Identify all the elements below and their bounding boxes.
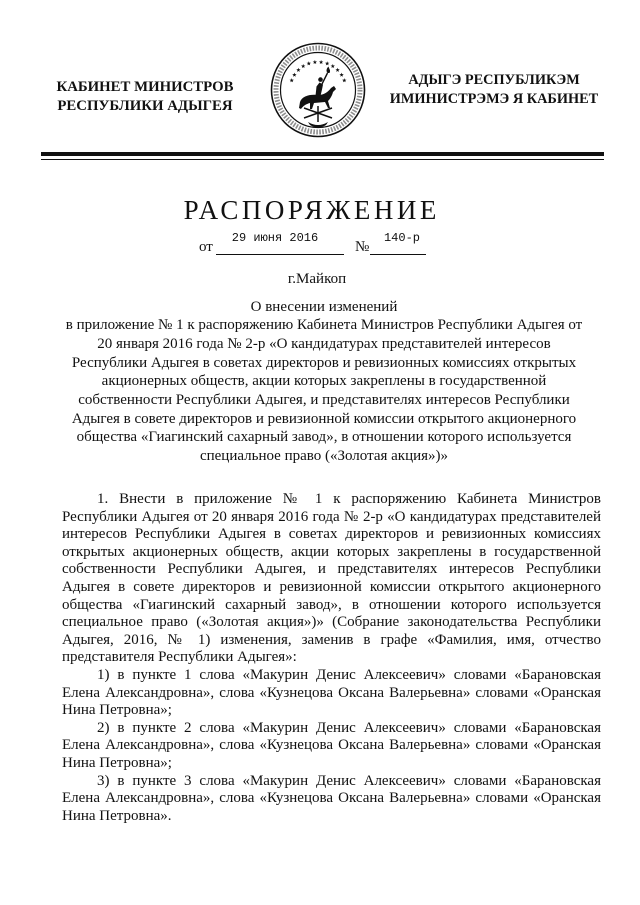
body-line: Елена Александровна», слова «Кузнецова Оксана Валерьевна» словами «Оранская xyxy=(62,684,601,701)
amendment-item-2 xyxy=(62,720,601,773)
issuer-name-line: ИМИНИСТРЭМЭ Я КАБИНЕТ xyxy=(389,90,599,107)
main-clause xyxy=(62,491,601,667)
amendment-item-1 xyxy=(62,667,601,720)
subject-line: акционерных обществ, акции которых закреплены в государственной xyxy=(101,373,547,390)
document-subject xyxy=(44,298,604,466)
header-divider-thin xyxy=(41,159,604,160)
body-line: 1. Внести в приложение № 1 к распоряжению Кабинета Министров xyxy=(97,491,601,508)
body-line: Республики Адыгея от 20 января 2016 года № 2-р «О кандидатурах представителей xyxy=(62,508,601,525)
body-line: специальное право («Золотая акция»)» (Собрание законодательства Республики xyxy=(62,614,601,631)
document-date: 29 июня 2016 xyxy=(231,230,319,245)
place-of-issue: г.Майкоп xyxy=(287,271,347,287)
body-line: собственности Республики Адыгея, и представителях интересов Республики xyxy=(62,561,601,578)
subject-line: О внесении изменений xyxy=(250,298,398,315)
issuer-name-line: РЕСПУБЛИКИ АДЫГЕЯ xyxy=(57,98,233,115)
body-line: Елена Александровна», слова «Кузнецова Оксана Валерьевна» словами «Оранская xyxy=(62,737,601,754)
issuer-name-russian xyxy=(40,78,250,116)
document-type-title: РАСПОРЯЖЕНИЕ xyxy=(183,195,440,225)
body-line: Елена Александровна», слова «Кузнецова Оксана Валерьевна» словами «Оранская xyxy=(62,790,601,807)
subject-line: собственности Республики Адыгея, и представителях интересов Республики xyxy=(78,392,570,409)
subject-line: Республики Адыгея в советах директоров и ревизионных комиссиях открытых xyxy=(71,354,577,371)
date-prefix: от xyxy=(199,238,213,255)
body-line: 1) в пункте 1 слова «Макурин Денис Алексеевич» словами «Барановская xyxy=(97,667,601,684)
number-prefix: № xyxy=(355,238,370,255)
subject-line: специальное право («Золотая акция»)» xyxy=(199,448,449,465)
subject-line: в приложение № 1 к распоряжению Кабинета Министров Республики Адыгея от xyxy=(65,317,583,334)
document-body xyxy=(62,491,601,825)
amendment-item-3 xyxy=(62,773,601,826)
body-line: Нина Петровна»; xyxy=(62,755,172,771)
body-line: Нина Петровна». xyxy=(62,807,172,824)
coat-of-arms-icon xyxy=(270,42,366,138)
body-line: Адыгея, 2016, № 1) изменения, заменив в графе «Фамилия, имя, отчество xyxy=(62,631,601,648)
subject-line: 20 января 2016 года № 2-р «О кандидатурах представителей интересов xyxy=(97,335,551,352)
body-line: Нина Петровна»; xyxy=(62,702,172,719)
header-divider-thick xyxy=(41,152,604,156)
issuer-name-line: АДЫГЭ РЕСПУБЛИКЭМ xyxy=(408,72,580,89)
body-line: открытых акционерных обществ, акции которых закреплены в государственной xyxy=(62,543,601,560)
issuer-name-line: КАБИНЕТ МИНИСТРОВ xyxy=(56,79,234,96)
issuer-name-adyghe xyxy=(388,71,600,108)
subject-line: Адыгея в совете директоров и ревизионной комиссии открытого акционерного xyxy=(71,410,577,427)
body-line: интересов Республики Адыгея в советах директоров и ревизионных комиссиях xyxy=(62,526,601,543)
date-underline xyxy=(216,254,344,255)
document-number: 140-р xyxy=(383,230,420,245)
body-line: представителя Республики Адыгея»: xyxy=(62,649,297,666)
body-line: Адыгея в совете директоров и ревизионной комиссии открытого акционерного xyxy=(62,579,601,596)
number-underline xyxy=(370,254,426,255)
subject-line: общества «Гиагинский сахарный завод», в отношении которого используется xyxy=(76,429,572,446)
body-line: 3) в пункте 3 слова «Макурин Денис Алексеевич» словами «Барановская xyxy=(97,772,601,789)
body-line: общества «Гиагинский сахарный завод», в отношении которого используется xyxy=(62,596,601,613)
body-line: 2) в пункте 2 слова «Макурин Денис Алексеевич» словами «Барановская xyxy=(97,719,601,736)
